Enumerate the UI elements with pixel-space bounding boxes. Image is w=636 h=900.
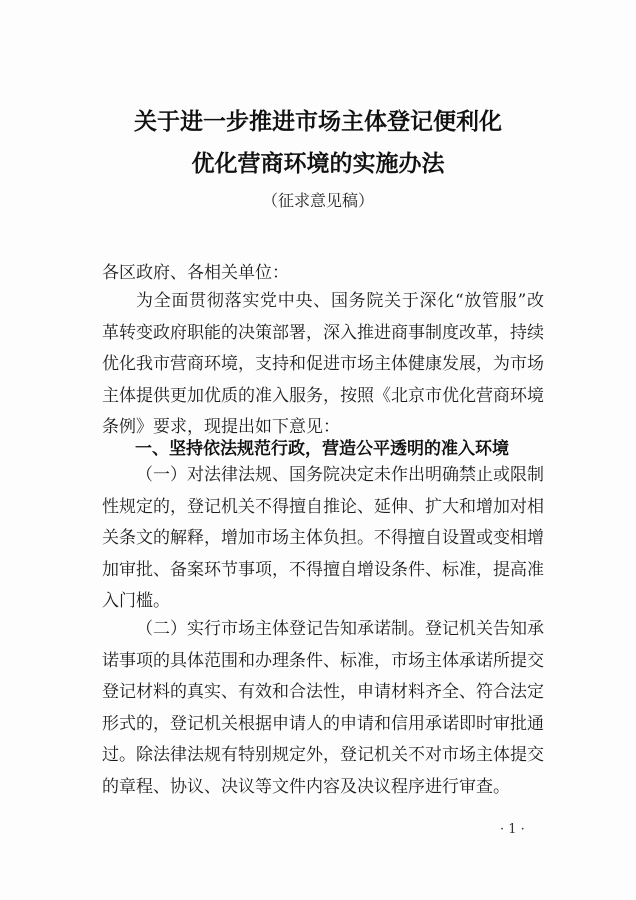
intro-line: 条例》要求，现提出如下意见： bbox=[102, 417, 340, 437]
intro-line: 主体提供更加优质的准入服务，按照《北京市优化营商环境 bbox=[102, 385, 544, 406]
item-1-line: 加审批、备案环节事项，不得擅自增设条件、标准，提高准 bbox=[102, 559, 544, 580]
item-1-line: 入门槛。 bbox=[102, 591, 170, 611]
intro-line: 优化我市营商环境，支持和促进市场主体健康发展，为市场 bbox=[102, 354, 544, 374]
item-2-line: 形式的，登记机关根据申请人的申请和信用承诺即时审批通 bbox=[102, 713, 544, 734]
intro-line: 革转变政府职能的决策部署，深入推进商事制度改革，持续 bbox=[102, 322, 544, 343]
document-title-line-1: 关于进一步推进市场主体登记便利化 bbox=[134, 108, 502, 135]
item-2-line: 登记材料的真实、有效和合法性，申请材料齐全、符合法定 bbox=[102, 682, 544, 702]
item-1-paragraph bbox=[102, 460, 544, 618]
item-2-line: （二）实行市场主体登记告知承诺制。登记机关告知承 bbox=[136, 619, 544, 639]
intro-line: 为全面贯彻落实党中央、国务院关于深化“放管服”改 bbox=[136, 291, 544, 311]
item-2-line: 的章程、协议、决议等文件内容及决议程序进行审查。 bbox=[102, 776, 510, 797]
item-1-line: 性规定的，登记机关不得擅自推论、延伸、扩大和增加对相 bbox=[102, 496, 544, 517]
item-1-line: 关条文的解释，增加市场主体负担。不得擅自设置或变相增 bbox=[102, 528, 544, 548]
item-2-paragraph bbox=[102, 614, 544, 803]
section-heading-1: 一、坚持依法规范行政，营造公平透明的准入环境 bbox=[135, 439, 509, 459]
item-2-line: 诺事项的具体范围和办理条件、标准，市场主体承诺所提交 bbox=[102, 650, 544, 671]
document-title-line-2: 优化营商环境的实施办法 bbox=[191, 150, 445, 177]
document-subtitle: （征求意见稿） bbox=[261, 191, 374, 210]
intro-paragraph bbox=[102, 286, 544, 444]
item-1-line: （一）对法律法规、国务院决定未作出明确禁止或限制 bbox=[136, 465, 544, 485]
salutation: 各区政府、各相关单位： bbox=[102, 263, 289, 283]
item-2-line: 过。除法律法规有特别规定外，登记机关不对市场主体提交 bbox=[102, 745, 544, 765]
page-number: · 1 · bbox=[500, 822, 525, 837]
